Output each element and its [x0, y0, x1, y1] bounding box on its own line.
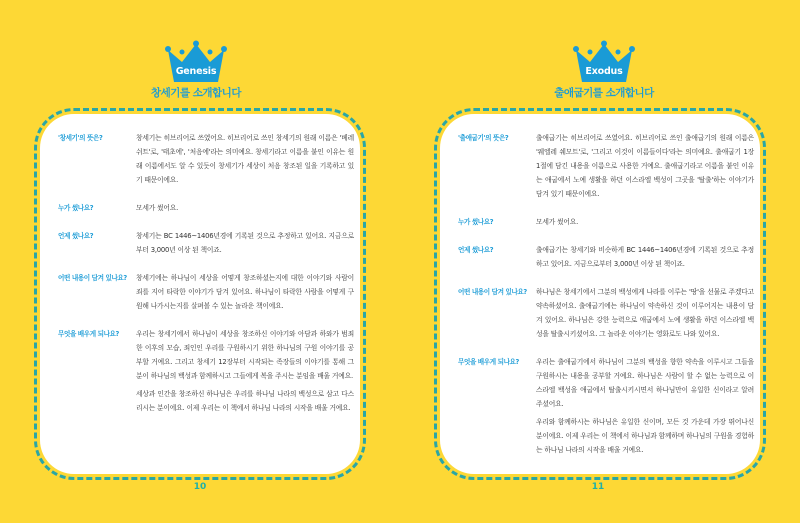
qa-item-content [458, 285, 758, 345]
answer-paragraph: 세상과 인간을 창조하신 하나님은 우리를 하나님 나라의 백성으로 삼고 다스리시는 분이에요. 이제 우리는 이 책에서 하나님 나라의 시작을 배울 거예요. [136, 390, 354, 412]
answer-paragraph: 우리는 창세기에서 하나님이 세상을 창조하신 이야기와 아담과 하와가 범죄한 이후의 모습, 죄인인 우리를 구원하시기 위한 하나님의 구원 이야기를 공부할 거예요. 그리고 창세기 12장부터 시작되는 족장들의 이야기를 통해 그분이 하나님의 백성과 함께하시고 그들에게 복을 주시는 분임을 배울 거예요. [136, 330, 354, 380]
answer [536, 131, 754, 205]
answer-paragraph: 창세기에는 하나님이 세상을 어떻게 창조하셨는지에 대한 이야기와 사람이 죄를 지어 타락한 이야기가 담겨 있어요. 하나님이 타락한 사람을 어떻게 구원해 나가시는지를 살펴볼 수 있는 놀라운 책이에요. [136, 274, 354, 310]
answer-paragraph: 창세기는 히브리어로 쓰였어요. 히브리어로 쓰인 창세기의 원래 이름은 '베레쉬트'로, '태초에', '처음에'라는 의미예요. 창세기라고 이름을 붙인 이유는 원래 이름에서도 알 수 있듯이 창세기가 세상이 처음 창조된 일을 기록하고 있기 때문이에요. [136, 134, 354, 184]
crown-badge-genesis [164, 40, 228, 84]
page-number: 10 [193, 482, 207, 492]
crown-icon [572, 40, 636, 84]
answer-paragraph: 우리는 출애굽기에서 하나님이 그분의 백성을 향한 약속을 이루시고 그들을 구원하시는 내용을 공부할 거예요. 하나님은 사람이 할 수 없는 능력으로 이스라엘 백성을 애굽에서 탈출시키시면서 하나님만이 유일한 신이라고 알려 주셨어요. [536, 358, 754, 408]
question-label: '창세기'의 뜻은? [58, 134, 103, 142]
answer-paragraph: 하나님은 창세기에서 그분의 백성에게 나라를 이루는 '땅'을 선물로 주겠다고 약속하셨어요. 출애굽기에는 하나님이 약속하신 것이 이루어지는 내용이 담겨 있어요. 하나님은 강한 능력으로 애굽에서 노예 생활을 하던 이스라엘 백성을 탈출시키셨어요. 그 놀라운 이야기는 영화로도 나와 있어요. [536, 288, 754, 338]
answer-paragraph: 우리와 함께하시는 하나님은 유일한 신이며, 모든 것 가운데 가장 뛰어나신 분이에요. 이제 우리는 이 책에서 하나님과 함께하며 하나님의 구원을 경험하는 하나님 나라의 시작을 배울 거예요. [536, 418, 754, 454]
answer [536, 355, 754, 461]
question-label: '출애굽기'의 뜻은? [458, 134, 509, 142]
qa-item-author [458, 215, 758, 233]
answer-paragraph: 출애굽기는 창세기와 비슷하게 BC 1446~1406년경에 기록된 것으로 추정하고 있어요. 지금으로부터 3,000년 이상 된 책이죠. [536, 246, 754, 268]
answer-paragraph: 출애굽기는 히브리어로 쓰였어요. 히브리어로 쓰인 출애굽기의 원래 이름은 '웨엘레 쉐모트'로, '그리고 이것이 이름들이다'라는 의미예요. 출애굽기 1장 1절에 담긴 내용을 이름으로 사용한 거예요. 출애굽기라고 이름을 붙인 이유는 애굽에서 노예 생활을 하던 이스라엘 백성이 그곳을 '탈출'하는 이야기가 담겨 있기 때문이에요. [536, 134, 754, 198]
answer [136, 229, 354, 261]
qa-item-meaning [58, 131, 358, 191]
question-label: 언제 썼나요? [458, 246, 494, 254]
qa-item-learning [458, 355, 758, 461]
qa-item-date [58, 229, 358, 261]
question-label: 무엇을 배우게 되나요? [58, 330, 119, 338]
answer-paragraph: 모세가 썼어요. [136, 204, 179, 212]
page-heading: 창세기를 소개합니다 [151, 87, 241, 99]
content-card [40, 114, 360, 474]
crown-label: Genesis [175, 66, 217, 77]
page-heading: 출애굽기를 소개합니다 [554, 87, 654, 99]
answer [136, 131, 354, 191]
qa-list [458, 131, 758, 471]
crown-label: Exodus [585, 66, 623, 77]
question-label: 무엇을 배우게 되나요? [458, 358, 519, 366]
qa-item-learning [58, 327, 358, 419]
page-exodus [400, 0, 800, 523]
question-label: 언제 썼나요? [58, 232, 94, 240]
qa-list [58, 131, 358, 429]
answer [536, 215, 754, 233]
question-label: 누가 썼나요? [458, 218, 494, 226]
content-card [440, 114, 760, 474]
answer [136, 327, 354, 419]
answer [536, 243, 754, 275]
answer [136, 201, 354, 219]
answer [536, 285, 754, 345]
question-label: 어떤 내용이 담겨 있나요? [58, 274, 127, 282]
page-number: 11 [591, 482, 605, 492]
answer [136, 271, 354, 317]
question-label: 어떤 내용이 담겨 있나요? [458, 288, 527, 296]
answer-paragraph: 창세기는 BC 1446~1406년경에 기록된 것으로 추정하고 있어요. 지금으로부터 3,000년 이상 된 책이죠. [136, 232, 354, 254]
qa-item-date [458, 243, 758, 275]
question-label: 누가 썼나요? [58, 204, 94, 212]
crown-icon [164, 40, 228, 84]
qa-item-author [58, 201, 358, 219]
qa-item-meaning [458, 131, 758, 205]
answer-paragraph: 모세가 썼어요. [536, 218, 579, 226]
crown-badge-exodus [572, 40, 636, 84]
qa-item-content [58, 271, 358, 317]
